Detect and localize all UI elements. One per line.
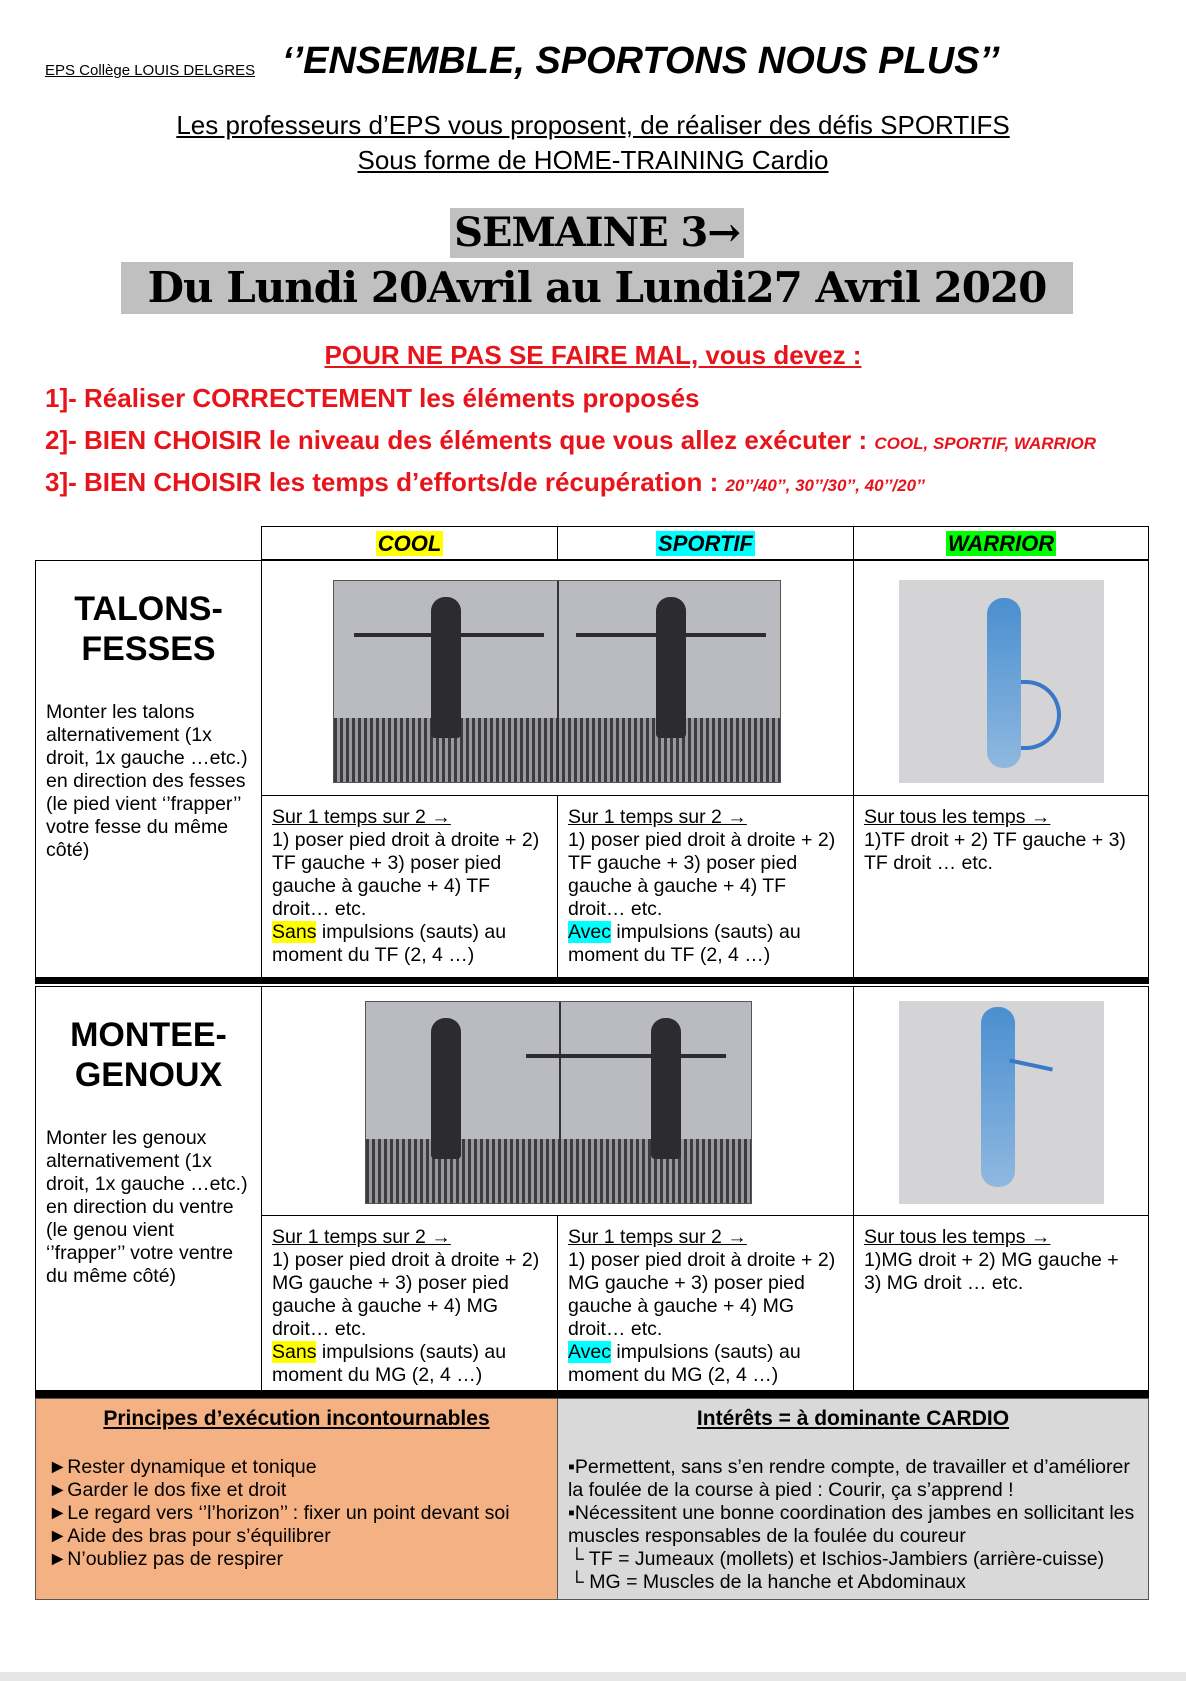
warrior-instructions-1: Sur tous les temps → 1)TF droit + 2) TF gauche + 3) TF droit … etc. bbox=[853, 795, 1149, 978]
interests-panel: Intérêts = à dominante CARDIO ▪Permettent, sans s’en rendre compte, de travailler et d’améliorer la foulée de la course à pied : Courir, ça s’apprend ! ▪Nécessitent une bonne coordination des jambes en sollicitant les muscles responsables de la foulée du coureur └ TF = Jumeaux (mollets) et Ischios-Jambiers (arrière-cuisse) └ MG = Muscles de la hanche et Abdominaux bbox=[557, 1398, 1149, 1600]
exercise-photo bbox=[333, 580, 781, 783]
warning-3: 3]- BIEN CHOISIR les temps d’efforts/de récupération : 20’’/40’’, 30’’/30’’, 40’’/20’’ bbox=[45, 467, 925, 497]
warrior-cell-1 bbox=[853, 560, 1149, 796]
date-range: Du Lundi 20Avril au Lundi27 Avril 2020 bbox=[121, 262, 1073, 314]
warning-2: 2]- BIEN CHOISIR le niveau des éléments que vous allez exécuter : COOL, SPORTIF, WARRIOR bbox=[45, 425, 1097, 455]
principles-panel: Principes d’exécution incontournables ►Rester dynamique et tonique ►Garder le dos fixe et droit ►Le regard vers ‘’l’horizon’’ : fixer un point devant soi ►Aide des bras pour s’équilibrer ►N’oubliez pas de respirer bbox=[35, 1398, 558, 1600]
warrior-instructions-2: Sur tous les temps → 1)MG droit + 2) MG gauche + 3) MG droit … etc. bbox=[853, 1215, 1149, 1391]
warrior-cell-2 bbox=[853, 986, 1149, 1216]
warrior-illustration bbox=[899, 580, 1104, 783]
subtitle-2: Sous forme de HOME-TRAINING Cardio bbox=[357, 145, 829, 175]
cool-instructions-2: Sur 1 temps sur 2 → 1) poser pied droit à droite + 2) MG gauche + 3) poser pied gauche à gauche + 4) MG droit… etc. Sans impulsions (sauts) au moment du MG (2, 4 …) bbox=[261, 1215, 558, 1391]
page-title: ‘’ENSEMBLE, SPORTONS NOUS PLUS’’ bbox=[282, 40, 1000, 82]
row-divider bbox=[35, 1391, 1149, 1398]
exercise-montee-genoux: MONTEE- GENOUX Monter les genoux alternativement (1x droit, 1x gauche …etc.) en direction du ventre (le genou vient ‘’frapper’’ votre ventre du même côté) bbox=[35, 986, 262, 1391]
photo-cell-2 bbox=[261, 986, 854, 1216]
subtitle: Les professeurs d’EPS vous proposent, de réaliser des défis SPORTIFS bbox=[176, 110, 1010, 140]
row-divider bbox=[35, 978, 1149, 984]
level-cool-header: COOL bbox=[261, 526, 558, 560]
sportif-instructions-1: Sur 1 temps sur 2 → 1) poser pied droit à droite + 2) TF gauche + 3) poser pied gauche à gauche + 4) TF droit… etc. Avec impulsions (sauts) au moment du TF (2, 4 …) bbox=[557, 795, 854, 978]
school-name: EPS Collège LOUIS DELGRES bbox=[45, 62, 256, 79]
cool-instructions-1: Sur 1 temps sur 2 → 1) poser pied droit à droite + 2) TF gauche + 3) poser pied gauche à gauche + 4) TF droit… etc. Sans impulsions (sauts) au moment du TF (2, 4 …) bbox=[261, 795, 558, 978]
warrior-illustration bbox=[899, 1001, 1104, 1204]
exercise-talons-fesses: TALONS- FESSES Monter les talons alternativement (1x droit, 1x gauche …etc.) en direction des fesses (le pied vient ‘’frapper’’ votre fesse du même côté) bbox=[35, 560, 262, 978]
warning-1: 1]- Réaliser CORRECTEMENT les éléments proposés bbox=[45, 383, 700, 413]
level-warrior-header: WARRIOR bbox=[853, 526, 1149, 560]
exercise-photo bbox=[365, 1001, 752, 1204]
warning-title: POUR NE PAS SE FAIRE MAL, vous devez : bbox=[324, 340, 862, 370]
page-edge bbox=[0, 1672, 1186, 1681]
photo-cell-1 bbox=[261, 560, 854, 796]
level-sportif-header: SPORTIF bbox=[557, 526, 854, 560]
week-label: SEMAINE 3→ bbox=[450, 208, 744, 258]
sportif-instructions-2: Sur 1 temps sur 2 → 1) poser pied droit à droite + 2) MG gauche + 3) poser pied gauche à gauche + 4) MG droit… etc. Avec impulsions (sauts) au moment du MG (2, 4 …) bbox=[557, 1215, 854, 1391]
